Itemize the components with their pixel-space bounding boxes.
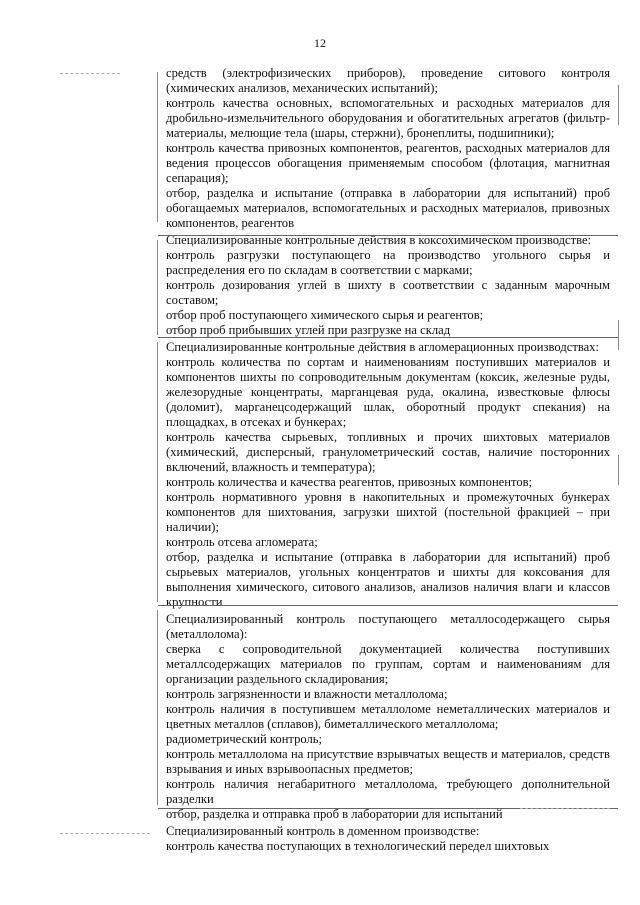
- section-heading: Специализированный контроль в доменном производстве:: [166, 824, 480, 838]
- paragraph: контроль качества поступающих в технологический передел шихтовых: [166, 839, 550, 853]
- margin-mark: [157, 342, 158, 602]
- paragraph: контроль металлолома на присутствие взрывчатых веществ и материалов, средств взрывания и иных взрывоопасных предметов;: [166, 747, 610, 776]
- paragraph: контроль наличия негабаритного металлолома, требующего дополнительной разделки: [166, 777, 610, 806]
- paragraph: радиометрический контроль;: [166, 732, 323, 746]
- margin-mark: [157, 240, 158, 335]
- page-number: 12: [314, 36, 326, 50]
- table-rule: [158, 337, 618, 338]
- paragraph: сверка с сопроводительной документацией количества поступивших металлсодержащих материалов по группам, сортам и наименованиям для организации раздельного складирования;: [166, 642, 610, 686]
- paragraph: контроль разгрузки поступающего на производство угольного сырья и распределения его по складам в соответствии с марками;: [166, 248, 610, 277]
- paragraph: контроль количества и качества реагентов, привозных компонентов;: [166, 475, 533, 489]
- margin-dash: [520, 808, 610, 809]
- paragraph: контроль качества сырьевых, топливных и прочих шихтовых материалов (химический, дисперсный, гранулометрический состав, наличие посторонних включений, влажность и температура);: [166, 430, 610, 474]
- margin-mark: [157, 72, 158, 222]
- paragraph: отбор, разделка и отправка проб в лаборатории для испытаний: [166, 807, 503, 821]
- margin-mark: [618, 320, 619, 350]
- section-heading: Специализированные контрольные действия в агломерационных производствах:: [166, 340, 599, 354]
- margin-mark: [618, 455, 619, 485]
- paragraph: контроль количества по сортам и наименованиям поступивших материалов и компонентов шихты по сопроводительным документам (коксик, железные руды, железорудные концентраты, марганцевая руда, окалина, известковые флюсы (доломит), марганецсодержащий шлак, оборотный продукт спекания) на площадках, в отсеках и бункерах;: [166, 355, 610, 429]
- paragraph: контроль нормативного уровня в накопительных и промежуточных бункерах компонентов для шихтования, загрузки шихтой (постельной фракцией – при наличии);: [166, 490, 610, 534]
- margin-dash: [60, 73, 120, 74]
- paragraph: отбор проб поступающего химического сырья и реагентов;: [166, 308, 484, 322]
- paragraph: контроль отсева агломерата;: [166, 535, 318, 549]
- document-body: [166, 66, 610, 854]
- table-rule: [158, 605, 618, 606]
- paragraph: контроль загрязненности и влажности металлолома;: [166, 687, 448, 701]
- paragraph: контроль качества привозных компонентов, реагентов, расходных материалов для ведения процессов обогащения применяемым способом (флотация, магнитная сепарация);: [166, 141, 610, 185]
- margin-mark: [618, 85, 619, 125]
- margin-dash: [60, 833, 150, 834]
- margin-mark: [157, 610, 158, 805]
- paragraph: контроль качества основных, вспомогательных и расходных материалов для дробильно-измельчительного оборудования и обогатительных агрегатов (фильтр-материалы, мелющие тела (шары, стержни), бронеплиты, подшипники);: [166, 96, 610, 140]
- paragraph: отбор проб прибывших углей при разгрузке на склад: [166, 323, 451, 337]
- section-heading: Специализированный контроль поступающего металлосодержащего сырья (металлолома):: [166, 612, 610, 641]
- table-rule: [158, 235, 618, 236]
- section-heading: Специализированные контрольные действия в коксохимическом производстве:: [166, 233, 592, 247]
- paragraph: контроль дозирования углей в шихту в соответствии с заданным марочным составом;: [166, 278, 610, 307]
- paragraph: контроль наличия в поступившем металлоломе неметаллических материалов и цветных металлов (сплавов), биметаллического металлолома;: [166, 702, 610, 731]
- paragraph: отбор, разделка и испытание (отправка в лаборатории для испытаний) проб сырьевых материалов, угольных концентратов и шихты для коксования для выполнения химического, ситового анализов, анализов наличия влаги и классов крупности: [166, 550, 610, 609]
- paragraph: отбор, разделка и испытание (отправка в лаборатории для испытаний) проб обогащаемых материалов, вспомогательных и расходных материалов, привозных компонентов, реагентов: [166, 186, 610, 230]
- paragraph: средств (электрофизических приборов), проведение ситового контроля (химических анализов, механических испытаний);: [166, 66, 610, 95]
